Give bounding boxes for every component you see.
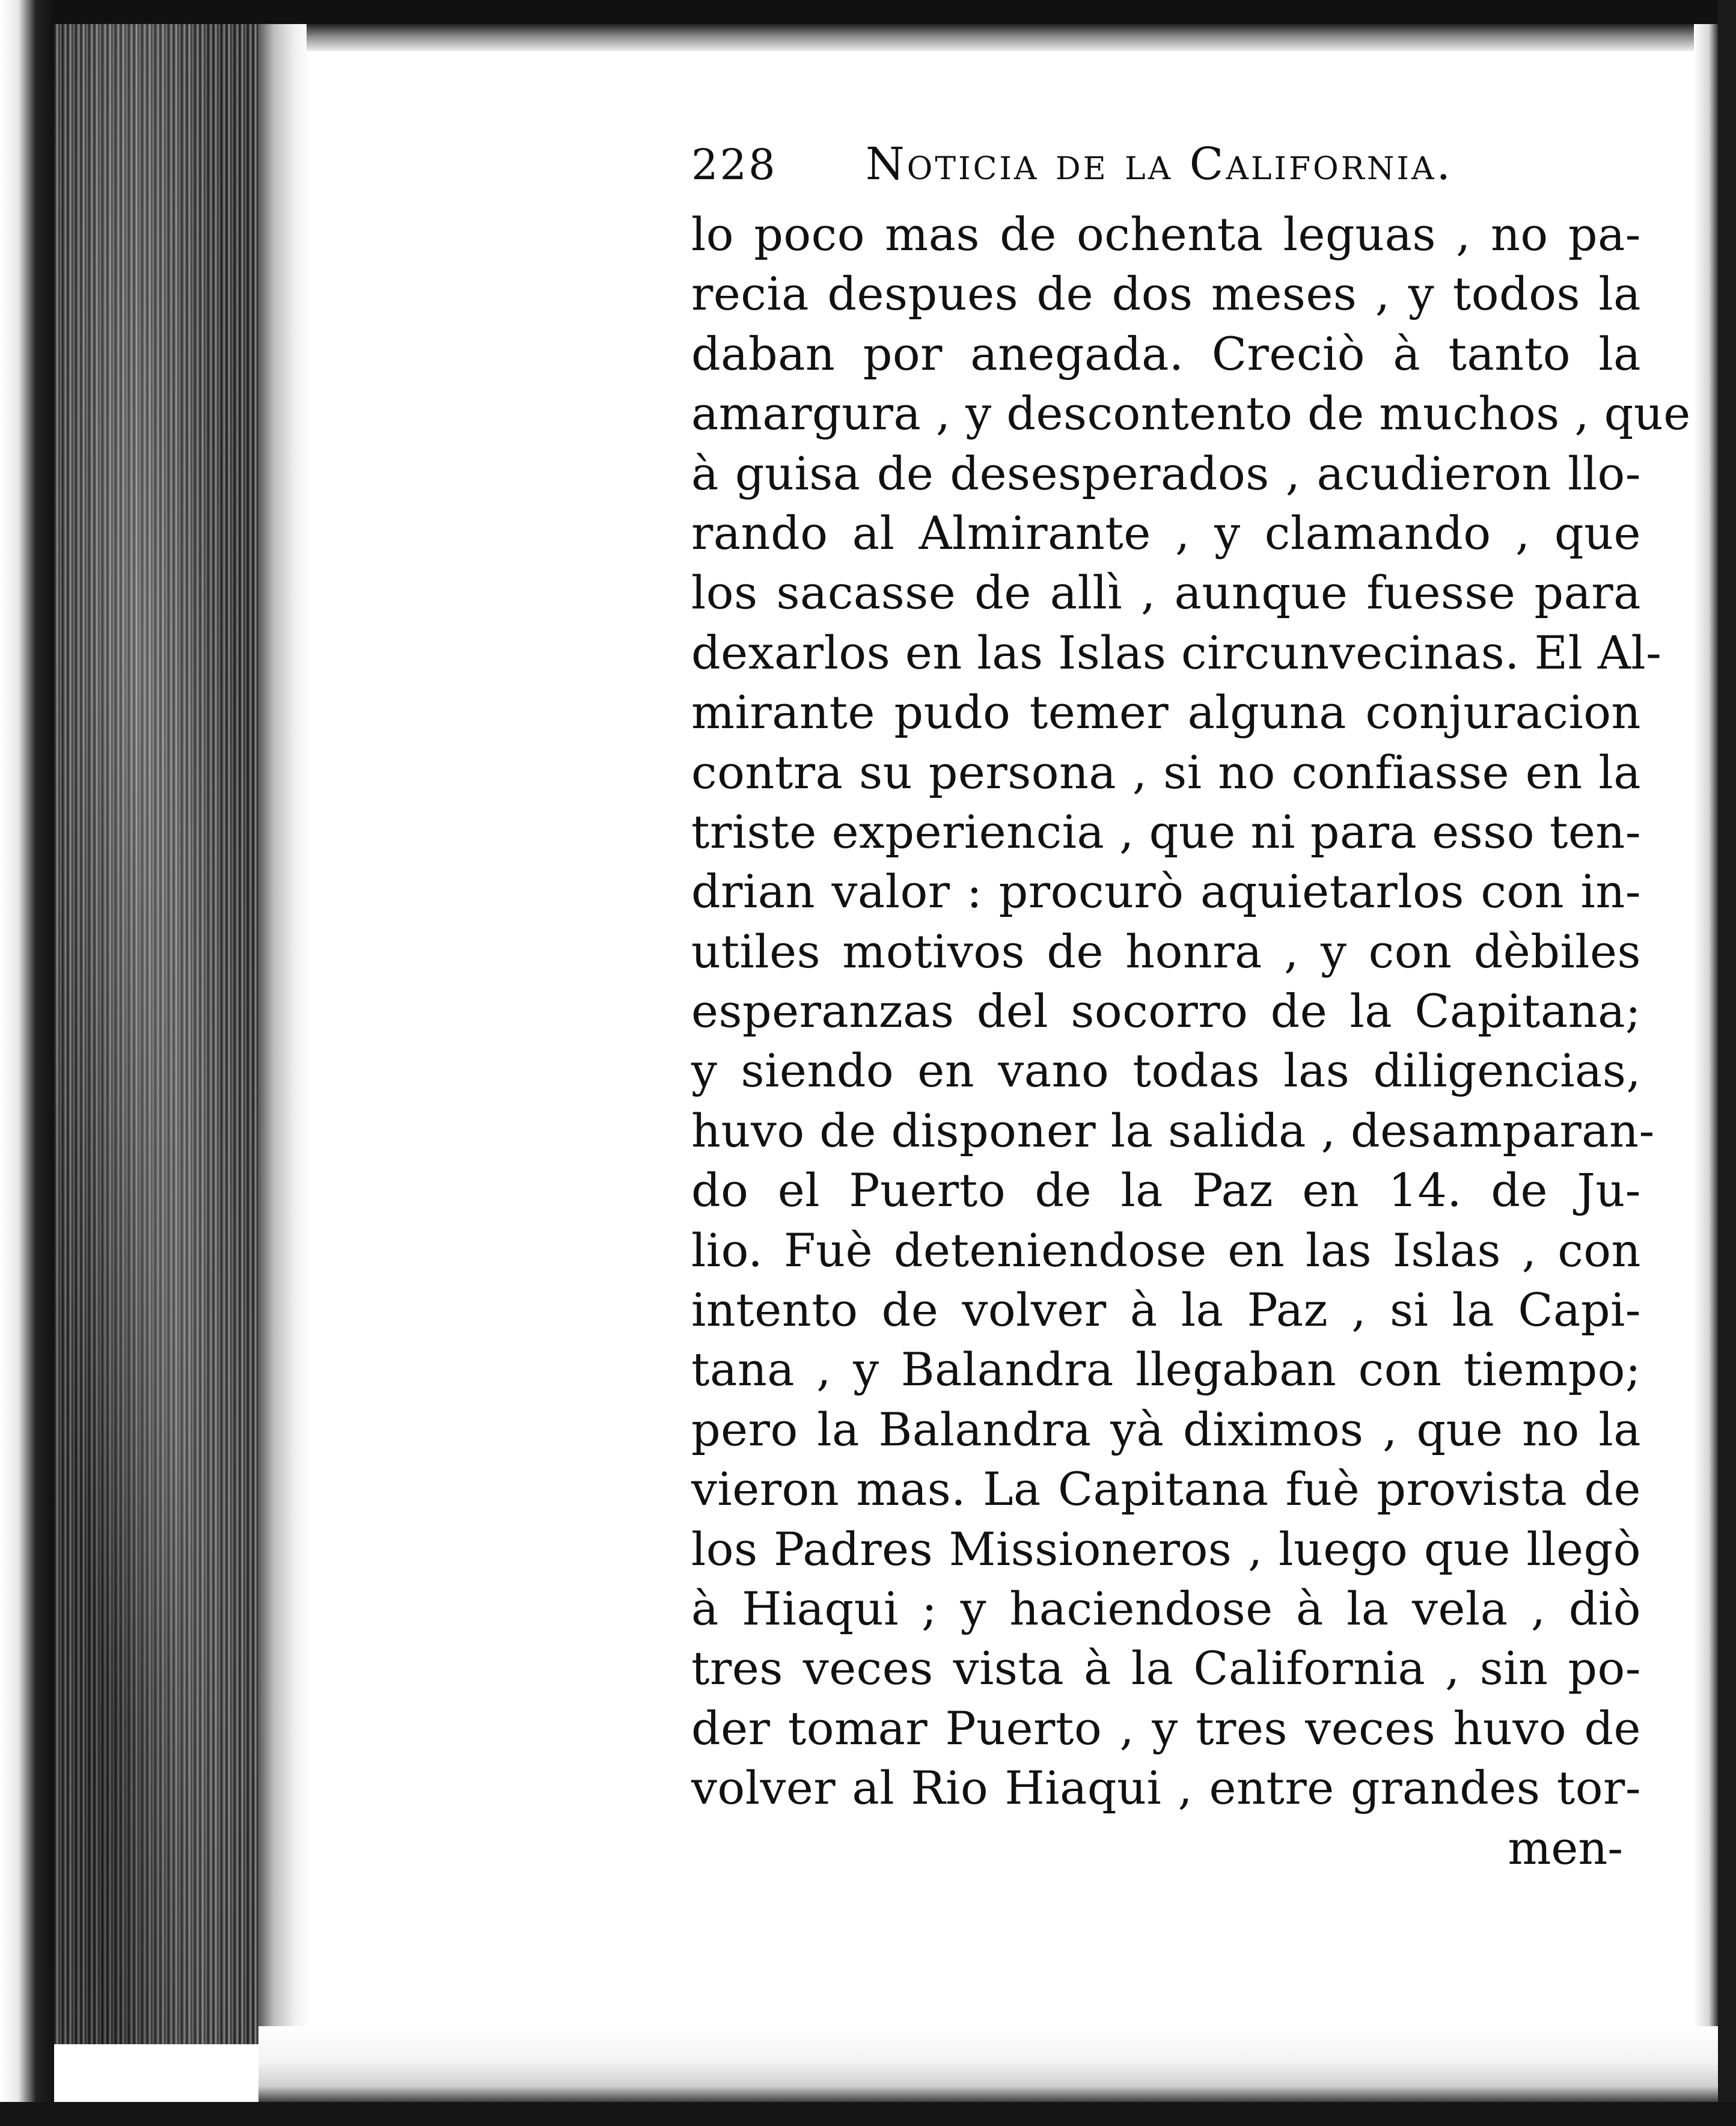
body-line: daban por anegada. Creciò à tanto la [691, 326, 1641, 381]
body-line: lio. Fuè deteniendose en las Islas , con [691, 1223, 1641, 1277]
body-line: pero la Balandra yà diximos , que no la [691, 1402, 1641, 1456]
scanner-background-left [0, 0, 54, 2126]
running-head [691, 138, 1641, 204]
page-top-edge [307, 24, 1719, 51]
body-line: à Hiaqui ; y haciendose à la vela , diò [691, 1581, 1641, 1635]
body-line: à guisa de desesperados , acudieron llo- [691, 446, 1641, 500]
page-number: 228 [691, 140, 777, 189]
catchword: men- [1508, 1821, 1623, 1875]
body-line: intento de volver à la Paz , si la Capi- [691, 1283, 1641, 1337]
body-line: utiles motivos de honra , y con dèbiles [691, 924, 1641, 978]
body-line: rando al Almirante , y clamando , que [691, 506, 1641, 560]
scanner-background-top [0, 0, 1736, 24]
body-line: esperanzas del socorro de la Capitana; [691, 984, 1641, 1038]
page-gutter-shadow [258, 24, 313, 2044]
body-line: y siendo en vano todas las diligencias, [691, 1044, 1641, 1098]
page-bottom-edge [258, 2026, 1719, 2104]
body-line: tana , y Balandra llegaban con tiempo; [691, 1343, 1641, 1397]
scanner-background-bottom [0, 2102, 1736, 2126]
body-line: volver al Rio Hiaqui , entre grandes tor- [691, 1761, 1641, 1815]
body-line: do el Puerto de la Paz en 14. de Ju- [691, 1163, 1641, 1218]
body-line: triste experiencia , que ni para esso ten- [691, 804, 1641, 859]
body-line: los Padres Missioneros , luego que llegò [691, 1522, 1641, 1576]
body-line: amargura , y descontento de muchos , que [691, 387, 1691, 441]
book-fore-edge [54, 24, 258, 2044]
body-line: lo poco mas de ochenta leguas , no pa- [691, 207, 1641, 261]
body-line: mirante pudo temer alguna conjuracion [691, 685, 1641, 740]
body-line: los sacasse de allì , aunque fuesse para [691, 566, 1641, 620]
body-line: huvo de disponer la salida , desamparan- [691, 1103, 1655, 1157]
body-line: vieron mas. La Capitana fuè provista de [691, 1462, 1641, 1516]
text-block [691, 138, 1691, 1878]
page-right-edge [1694, 24, 1718, 2104]
scanner-background-right [1718, 0, 1736, 2126]
running-head-title: Noticia de la California. [866, 138, 1453, 190]
body-line: recia despues de dos meses , y todos la [691, 267, 1641, 321]
body-line: drian valor : procurò aquietarlos con in- [691, 865, 1641, 919]
body-line: dexarlos en las Islas circunvecinas. El Al- [691, 625, 1662, 679]
body-line: der tomar Puerto , y tres veces huvo de [691, 1701, 1641, 1755]
body-line: contra su persona , si no confiasse en la [691, 745, 1641, 799]
body-line: tres veces vista à la California , sin po- [691, 1641, 1641, 1696]
